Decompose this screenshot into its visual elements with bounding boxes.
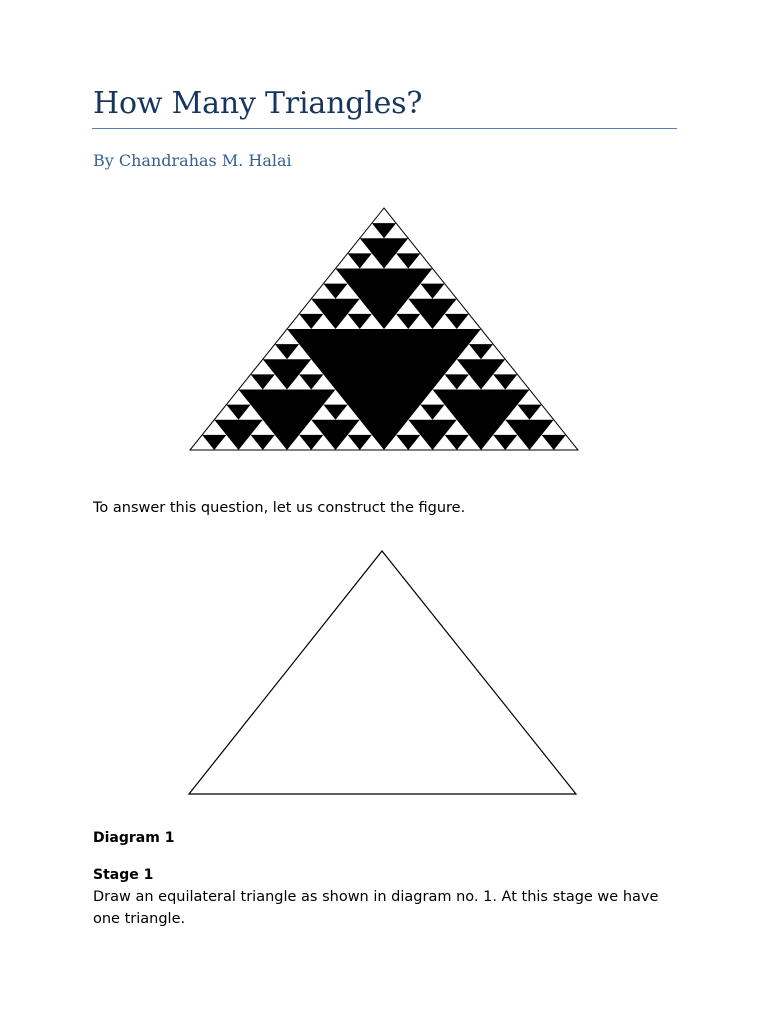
inverted-triangle (469, 344, 493, 359)
inverted-triangle (396, 314, 420, 329)
sierpinski-triangle-figure (185, 202, 583, 455)
inverted-triangle (323, 284, 347, 299)
inverted-triangle (226, 405, 250, 420)
inverted-triangle (251, 374, 275, 389)
inverted-triangle (396, 253, 420, 268)
inverted-triangle (299, 374, 323, 389)
inverted-triangle (420, 405, 444, 420)
inverted-triangle (493, 374, 517, 389)
inverted-triangle (299, 314, 323, 329)
inverted-triangle (445, 435, 469, 450)
inverted-triangle (202, 435, 226, 450)
fractal-inverted-triangles (202, 223, 566, 450)
inverted-triangle (420, 284, 444, 299)
inverted-triangle (348, 253, 372, 268)
inverted-triangle (372, 223, 396, 238)
document-title: How Many Triangles? (93, 86, 423, 121)
diagram-caption: Diagram 1 (93, 830, 175, 846)
inverted-triangle (445, 314, 469, 329)
inverted-triangle (542, 435, 566, 450)
stage-heading: Stage 1 (93, 867, 154, 883)
inverted-triangle (348, 435, 372, 450)
inverted-triangle (323, 405, 347, 420)
stage-description: Draw an equilateral triangle as shown in diagram no. 1. At this stage we have one triangle. (93, 889, 659, 927)
title-divider (92, 128, 677, 129)
inverted-triangle (275, 344, 299, 359)
diagram-1-equilateral-triangle (180, 545, 584, 801)
inverted-triangle (517, 405, 541, 420)
inverted-triangle (299, 435, 323, 450)
inverted-triangle (445, 374, 469, 389)
inverted-triangle (493, 435, 517, 450)
author-byline: By Chandrahas M. Halai (93, 151, 292, 170)
inverted-triangle (348, 314, 372, 329)
triangle-outline (189, 551, 576, 794)
intro-paragraph: To answer this question, let us construct the figure. (93, 500, 466, 516)
inverted-triangle (396, 435, 420, 450)
inverted-triangle (251, 435, 275, 450)
